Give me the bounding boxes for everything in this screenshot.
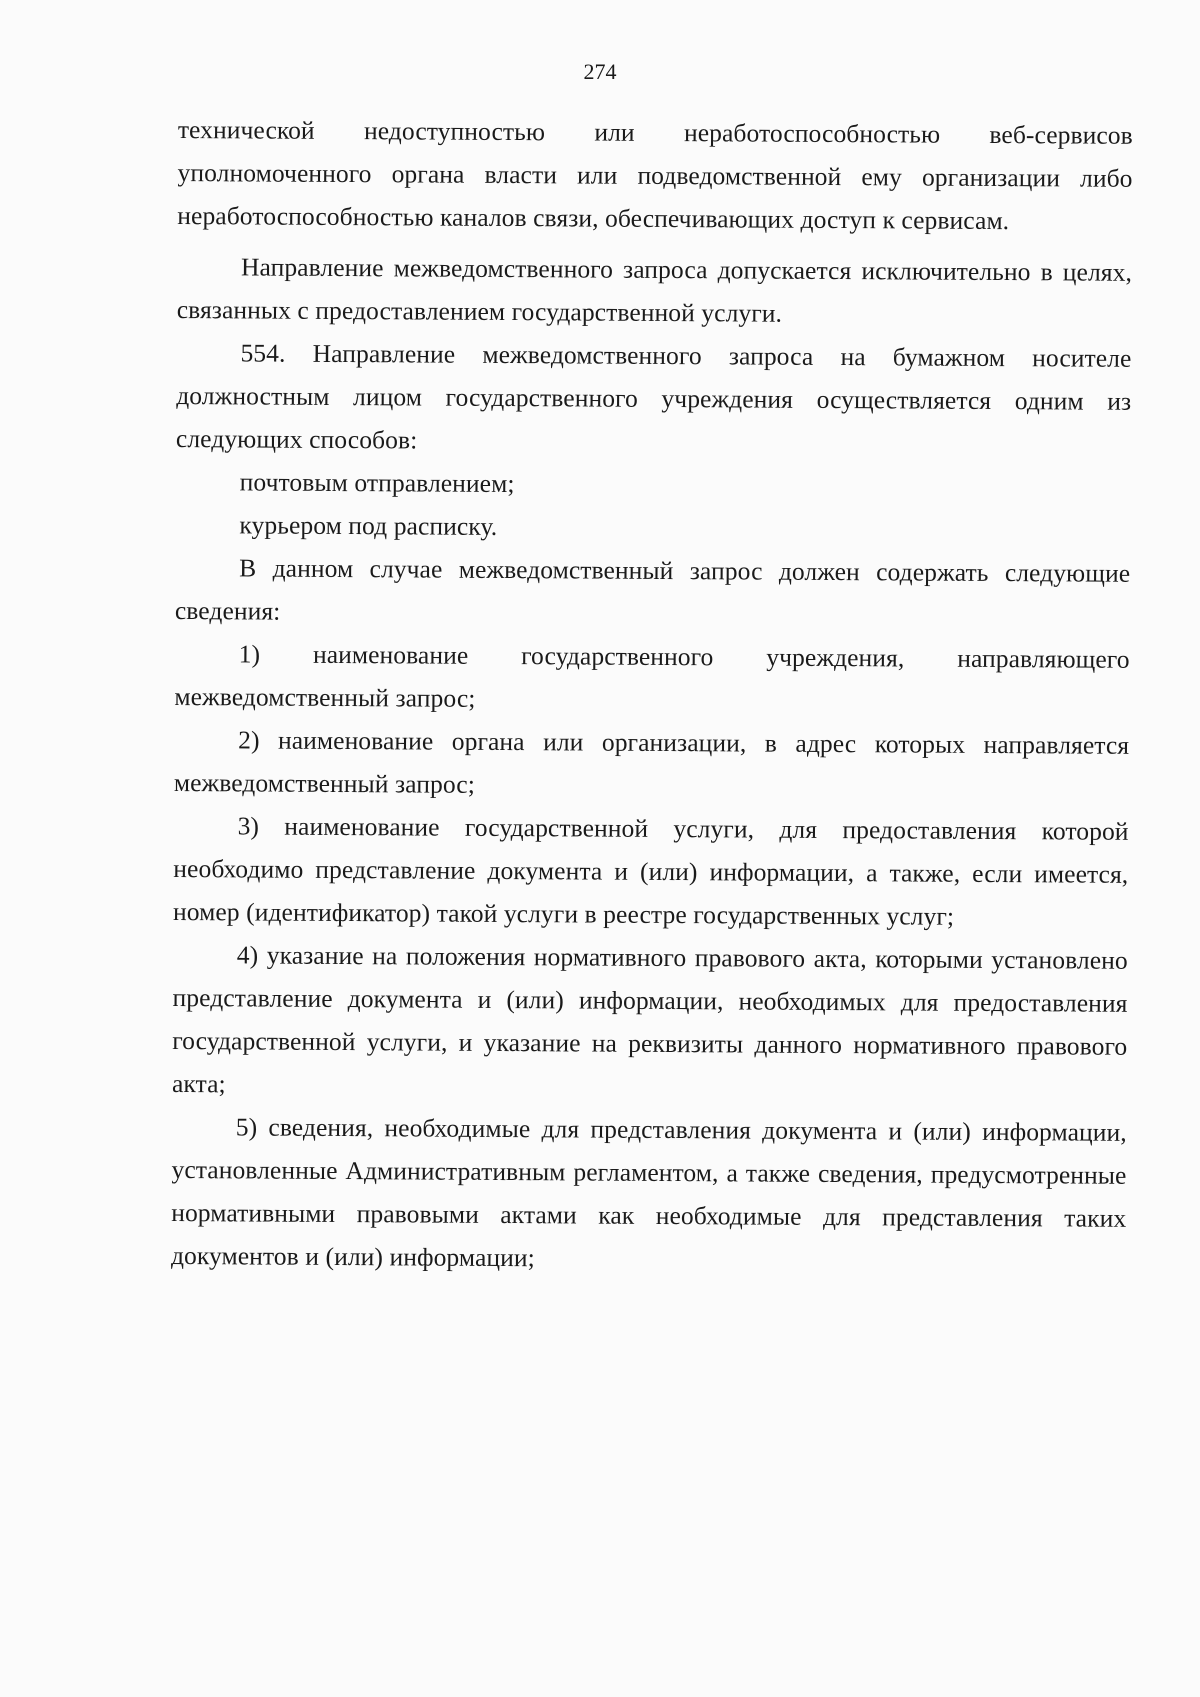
list-item-3: 3) наименование государственной услуги, для предоставления которой необходимо представление документа и (или) информации, а также, если имеется, номер (идентификатор) такой услуги в реестре государственных услуг; [173, 811, 1129, 931]
list-item-1: 1) наименование государственного учреждения, направляющего межведомственный запрос; [174, 639, 1130, 713]
method-courier: курьером под расписку. [239, 510, 498, 541]
list-item-5: 5) сведения, необходимые для представления документа и (или) информации, установленные Административным регламентом, а также сведения, предусмотренные нормативными правовыми актами как необходимые для представления таких документов и (или) информации; [170, 1112, 1127, 1273]
method-postal: почтовым отправлением; [239, 467, 515, 499]
page-number: 274 [583, 59, 617, 84]
paragraph-2: Направление межведомственного запроса допускается исключительно в целях, связанных с предоставлением государственной услуги. [176, 252, 1133, 328]
list-item-2: 2) наименование органа или организации, в адрес которых направляется межведомственный запрос; [173, 725, 1130, 799]
paragraph-554: 554. Направление межведомственного запроса на бумажном носителе должностным лицом государственного учреждения осуществляется одним из следующих способов: [175, 338, 1132, 455]
paragraph-1: технической недоступностью или неработоспособностью веб-сервисов уполномоченного органа власти или подведомственной ему организации либо неработоспособностью каналов связи, обеспечивающих доступ к сервисам. [177, 114, 1133, 236]
document-body [171, 108, 1133, 1283]
paragraph-required-info: В данном случае межведомственный запрос должен содержать следующие сведения: [174, 553, 1131, 626]
list-item-4: 4) указание на положения нормативного правового акта, которыми установлено представление документа и (или) информации, необходимых для предоставления государственной услуги, и указание на реквизиты данного нормативного правового акта; [171, 940, 1128, 1099]
